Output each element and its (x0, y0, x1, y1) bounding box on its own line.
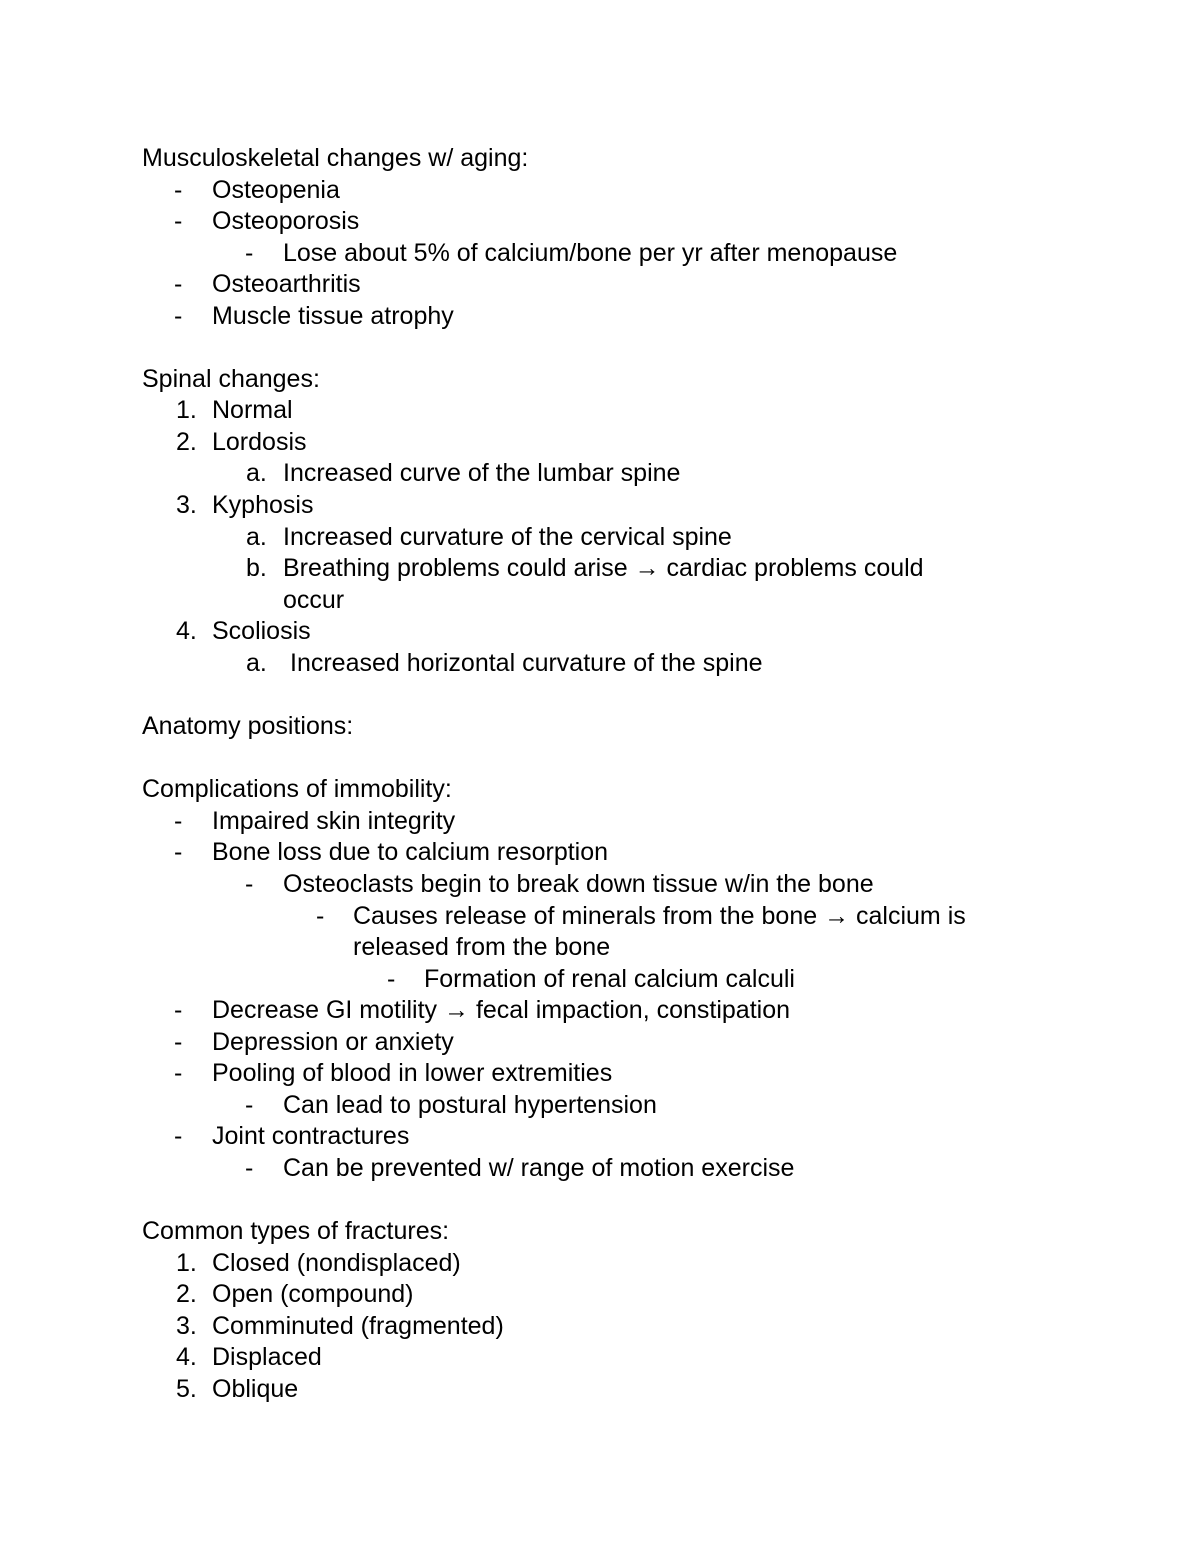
list-number: 4. (176, 1343, 197, 1371)
bullet-dash: - (174, 1059, 183, 1087)
bullet-dash: - (174, 176, 183, 204)
list-item: Comminuted (fragmented) (212, 1312, 504, 1340)
section-heading-fractures: Common types of fractures: (142, 1217, 450, 1245)
list-item: Depression or anxiety (212, 1028, 454, 1056)
list-item: Causes release of minerals from the bone → calcium is (353, 902, 966, 930)
list-number: 3. (176, 1312, 197, 1340)
section-heading-immobility: Complications of immobility: (142, 775, 452, 803)
bullet-dash: - (245, 1091, 254, 1119)
list-item: Bone loss due to calcium resorption (212, 838, 609, 866)
section-heading-spinal: Spinal changes: (142, 365, 320, 393)
list-item: Increased horizontal curvature of the spine (290, 649, 763, 677)
list-item: Osteopenia (212, 176, 340, 204)
list-letter: a. (246, 459, 267, 487)
list-item: Impaired skin integrity (212, 807, 456, 835)
bullet-dash: - (174, 996, 183, 1024)
list-item: Scoliosis (212, 617, 311, 645)
list-item: Osteoarthritis (212, 270, 361, 298)
bullet-dash: - (245, 239, 254, 267)
list-item: Oblique (212, 1375, 299, 1403)
list-number: 1. (176, 396, 197, 424)
list-item-continuation: released from the bone (353, 933, 611, 961)
list-item: Breathing problems could arise → cardiac problems could (283, 554, 924, 582)
list-letter: a. (246, 523, 267, 551)
bullet-dash: - (174, 207, 183, 235)
bullet-dash: - (174, 270, 183, 298)
list-item: Normal (212, 396, 293, 424)
list-item: Can lead to postural hypertension (283, 1091, 657, 1119)
section-heading-anatomy: Anatomy positions: (142, 712, 354, 740)
list-item: Muscle tissue atrophy (212, 302, 454, 330)
list-item: Joint contractures (212, 1122, 410, 1150)
bullet-dash: - (245, 870, 254, 898)
list-item: Pooling of blood in lower extremities (212, 1059, 613, 1087)
list-item: Can be prevented w/ range of motion exercise (283, 1154, 795, 1182)
bullet-dash: - (316, 902, 325, 930)
list-item: Closed (nondisplaced) (212, 1249, 461, 1277)
list-item: Formation of renal calcium calculi (424, 965, 795, 993)
list-item: Osteoporosis (212, 207, 360, 235)
bullet-dash: - (174, 807, 183, 835)
list-item: Displaced (212, 1343, 322, 1371)
bullet-dash: - (387, 965, 396, 993)
list-letter: a. (246, 649, 267, 677)
list-number: 5. (176, 1375, 197, 1403)
bullet-dash: - (174, 1028, 183, 1056)
list-item-continuation: occur (283, 586, 345, 614)
bullet-dash: - (245, 1154, 254, 1182)
list-item: Increased curve of the lumbar spine (283, 459, 681, 487)
list-item: Lose about 5% of calcium/bone per yr after menopause (283, 239, 898, 267)
bullet-dash: - (174, 1122, 183, 1150)
list-item: Osteoclasts begin to break down tissue w/in the bone (283, 870, 874, 898)
list-letter: b. (246, 554, 267, 582)
list-number: 2. (176, 1280, 197, 1308)
bullet-dash: - (174, 302, 183, 330)
list-item: Kyphosis (212, 491, 314, 519)
list-item: Decrease GI motility → fecal impaction, constipation (212, 996, 791, 1024)
section-heading-musculoskeletal: Musculoskeletal changes w/ aging: (142, 144, 529, 172)
list-number: 3. (176, 491, 197, 519)
list-number: 1. (176, 1249, 197, 1277)
bullet-dash: - (174, 838, 183, 866)
list-number: 2. (176, 428, 197, 456)
list-item: Lordosis (212, 428, 307, 456)
list-number: 4. (176, 617, 197, 645)
list-item: Increased curvature of the cervical spine (283, 523, 732, 551)
list-item: Open (compound) (212, 1280, 414, 1308)
